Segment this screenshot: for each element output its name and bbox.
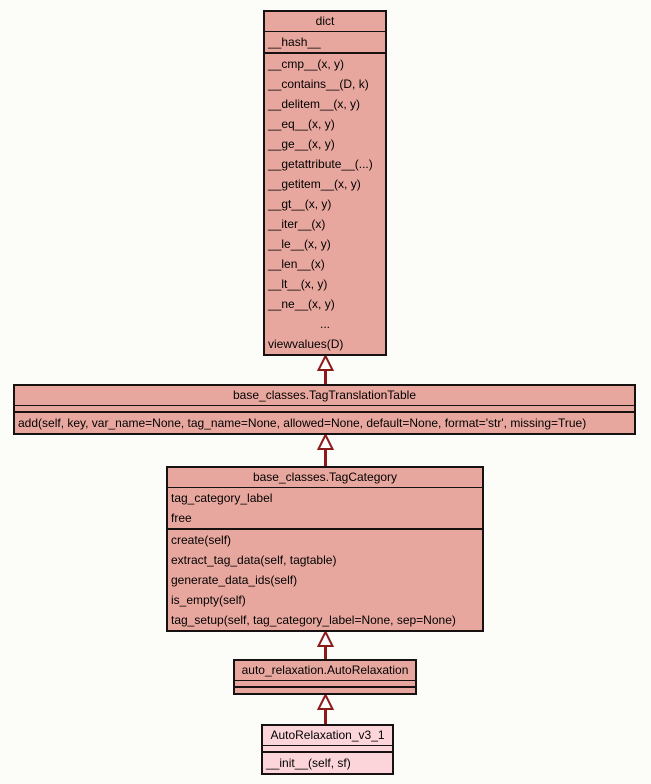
class-attribute: free [171,511,192,525]
class-box-auto-relaxation-v3-1[interactable] [261,724,394,775]
class-method: __gt__(x, y) [268,197,332,211]
methods-section [235,686,415,693]
methods-section [265,52,385,354]
class-method: extract_tag_data(self, tagtable) [171,553,337,567]
class-method: __delitem__(x, y) [268,97,361,111]
class-method: is_empty(self) [171,593,246,607]
class-method: __contains__(D, k) [268,77,369,91]
class-title: base_classes.TagTranslationTable [15,386,634,406]
class-method: viewvalues(D) [268,337,344,351]
class-method: __ne__(x, y) [268,297,335,311]
class-method: __ge__(x, y) [268,137,335,151]
inheritance-arrow [319,435,333,468]
class-box-dict[interactable] [263,10,387,356]
attributes-section [265,32,385,52]
inheritance-arrow [319,632,333,661]
class-attribute: tag_category_label [171,491,273,505]
class-box-tag-translation-table[interactable] [13,384,636,435]
class-method: __getattribute__(...) [268,157,373,171]
class-box-auto-relaxation[interactable] [233,659,417,695]
class-method: __iter__(x) [268,217,326,231]
class-method: __getitem__(x, y) [268,177,361,191]
class-title: dict [265,12,385,32]
inheritance-arrow [319,356,333,386]
class-method: __lt__(x, y) [268,277,328,291]
class-method: __le__(x, y) [268,237,331,251]
methods-section [263,751,392,773]
class-method: __cmp__(x, y) [268,57,345,71]
class-method: generate_data_ids(self) [171,573,298,587]
class-box-tag-category[interactable] [166,466,484,632]
methods-ellipsis: ... [319,317,330,331]
attributes-section [168,488,482,528]
class-method: __eq__(x, y) [268,117,335,131]
class-method: add(self, key, var_name=None, tag_name=None, allowed=None, default=None, format='str', missing=True) [18,416,587,430]
class-method: create(self) [171,533,232,547]
class-method: tag_setup(self, tag_category_label=None, sep=None) [171,613,456,627]
class-title: AutoRelaxation_v3_1 [263,726,392,746]
class-method: __init__(self, sf) [266,756,351,770]
methods-section [15,411,634,433]
inheritance-arrow [319,695,333,726]
class-attribute: __hash__ [268,35,321,49]
class-title: base_classes.TagCategory [168,468,482,488]
methods-section [168,528,482,630]
class-method: __len__(x) [268,257,325,271]
class-title: auto_relaxation.AutoRelaxation [235,661,415,681]
